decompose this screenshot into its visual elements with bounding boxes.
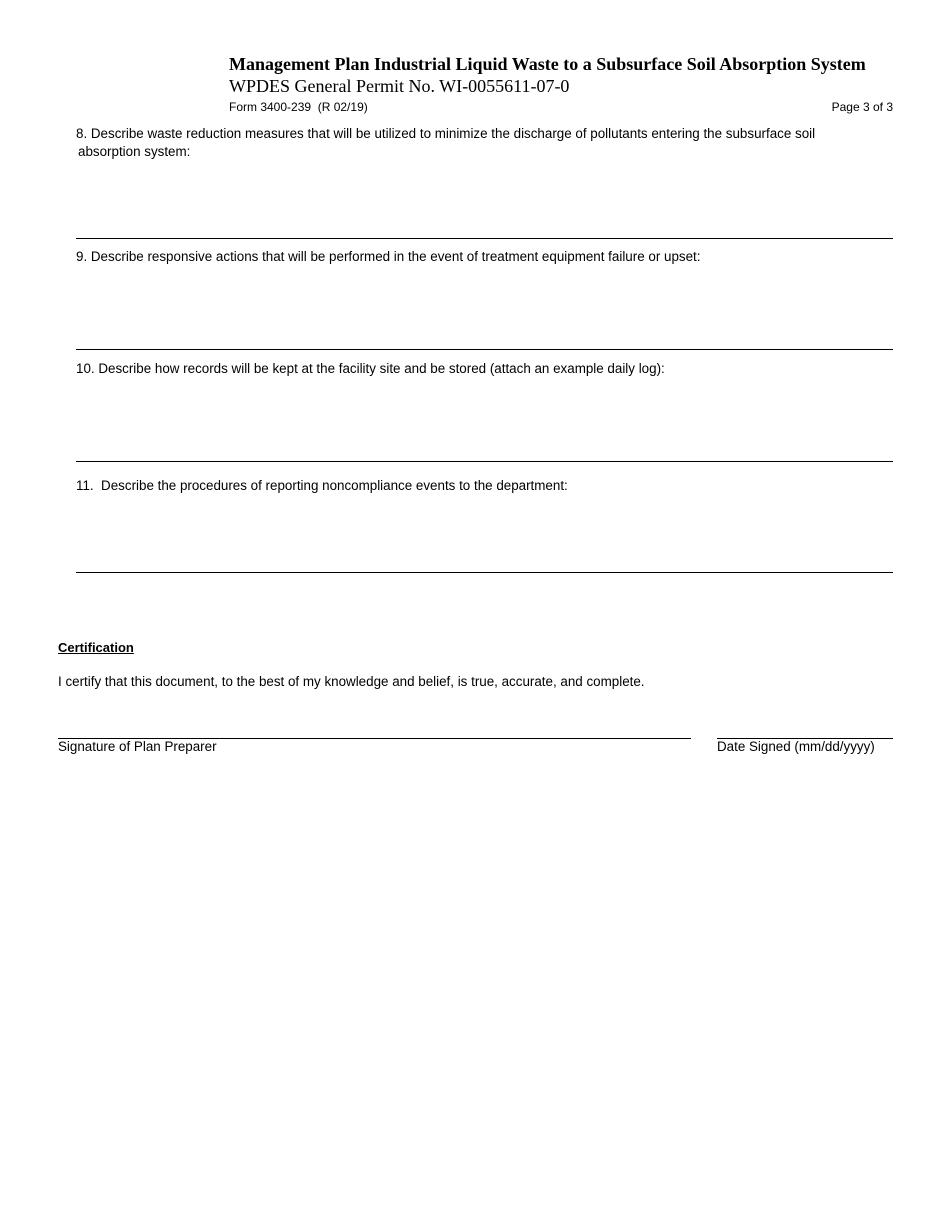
form-title: Management Plan Industrial Liquid Waste to a Subsurface Soil Absorption System	[229, 54, 866, 74]
page-number: Page 3 of 3	[831, 100, 893, 114]
signature-label: Signature of Plan Preparer	[58, 739, 217, 754]
question-8-text-line-1: 8. Describe waste reduction measures that will be utilized to minimize the discharge of pollutants entering the subsurface soil	[76, 126, 816, 141]
question-10: 10. Describe how records will be kept at the facility site and be stored (attach an example daily log):	[76, 361, 665, 376]
certification-statement: I certify that this document, to the best of my knowledge and belief, is true, accurate, and complete.	[58, 674, 645, 689]
question-11-answer-field[interactable]	[76, 572, 893, 573]
date-signed-label: Date Signed (mm/dd/yyyy)	[717, 739, 875, 754]
question-11: 11. Describe the procedures of reporting noncompliance events to the department:	[76, 478, 568, 493]
question-8	[76, 125, 876, 161]
question-9: 9. Describe responsive actions that will be performed in the event of treatment equipment failure or upset:	[76, 249, 701, 264]
question-9-answer-field[interactable]	[76, 349, 893, 350]
certification-heading: Certification	[58, 640, 134, 655]
question-8-answer-field[interactable]	[76, 238, 893, 239]
question-8-text-line-2: absorption system:	[78, 144, 191, 159]
permit-number: WPDES General Permit No. WI-0055611-07-0	[229, 76, 570, 96]
question-10-answer-field[interactable]	[76, 461, 893, 462]
form-id: Form 3400-239 (R 02/19)	[229, 100, 368, 114]
